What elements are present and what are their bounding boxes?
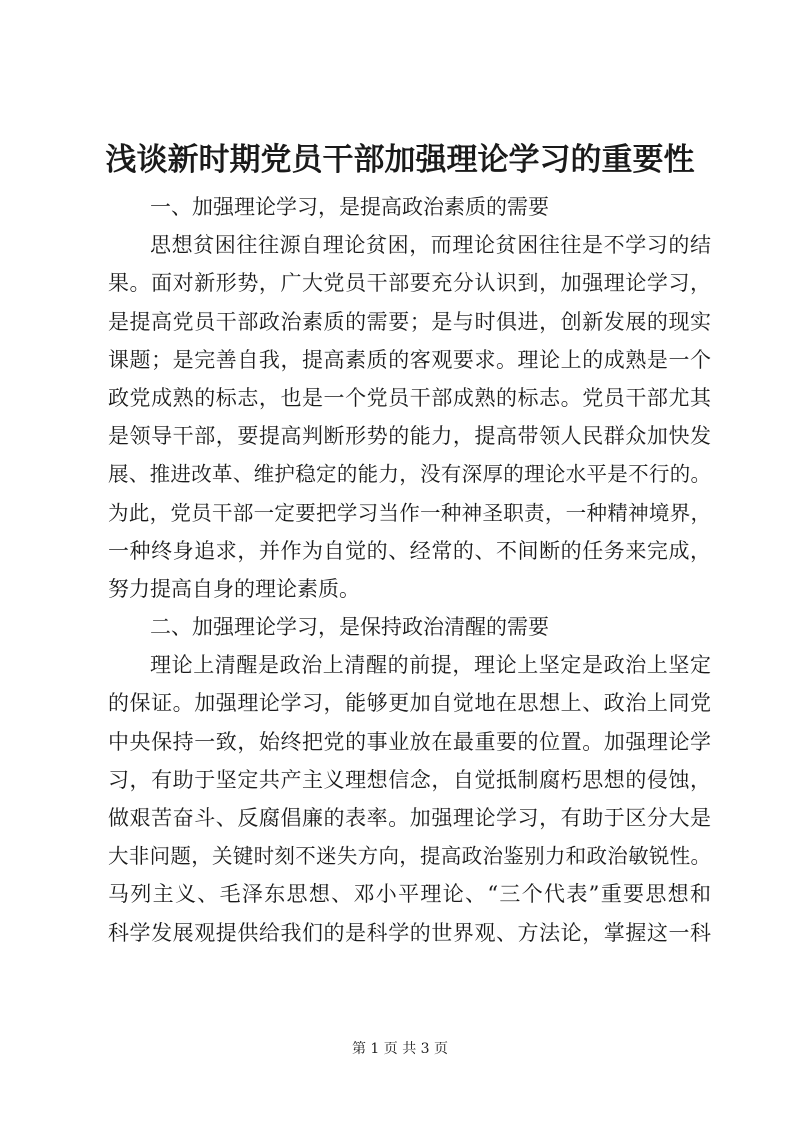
text-line: 是提高党员干部政治素质的需要；是与时俱进，创新发展的现实 — [108, 309, 711, 334]
document-body — [108, 188, 711, 952]
text-line: 一种终身追求，并作为自觉的、经常的、不间断的任务来完成， — [108, 538, 711, 563]
text-line: 思想贫困往往源自理论贫困，而理论贫困往往是不学习的结 — [150, 233, 711, 258]
text-line: 做艰苦奋斗、反腐倡廉的表率。加强理论学习，有助于区分大是 — [108, 806, 711, 830]
text-line: 为此，党员干部一定要把学习当作一种神圣职责，一种精神境界， — [108, 500, 711, 525]
text-line: 的保证。加强理论学习，能够更加自觉地在思想上、政治上同党 — [108, 691, 711, 716]
text-line: 展、推进改革、维护稳定的能力，没有深厚的理论水平是不行的。 — [108, 462, 711, 487]
text-line: 大非问题，关键时刻不迷失方向，提高政治鉴别力和政治敏锐性。 — [108, 844, 711, 869]
text-line: 政党成熟的标志，也是一个党员干部成熟的标志。党员干部尤其 — [108, 385, 711, 410]
document-title: 浅谈新时期党员干部加强理论学习的重要性 — [105, 142, 695, 178]
text-line: 二、加强理论学习，是保持政治清醒的需要 — [150, 615, 549, 640]
text-line: 理论上清醒是政治上清醒的前提，理论上坚定是政治上坚定 — [150, 653, 711, 678]
text-line: 中央保持一致，始终把党的事业放在最重要的位置。加强理论学 — [108, 729, 711, 754]
text-line: 是领导干部，要提高判断形势的能力，提高带领人民群众加快发 — [108, 424, 711, 449]
page-footer: 第 1 页 共 3 页 — [351, 1041, 449, 1057]
text-line: 科学发展观提供给我们的是科学的世界观、方法论，掌握这一科 — [108, 920, 711, 945]
text-line: 努力提高自身的理论素质。 — [108, 576, 360, 601]
text-line: 马列主义、毛泽东思想、邓小平理论、“三个代表”重要思想和 — [108, 882, 711, 907]
text-line: 一、加强理论学习，是提高政治素质的需要 — [150, 195, 549, 219]
text-line: 果。面对新形势，广大党员干部要充分认识到，加强理论学习， — [108, 271, 711, 296]
text-line: 习，有助于坚定共产主义理想信念，自觉抵制腐朽思想的侵蚀， — [108, 767, 711, 792]
text-line: 课题；是完善自我，提高素质的客观要求。理论上的成熟是一个 — [108, 347, 711, 372]
